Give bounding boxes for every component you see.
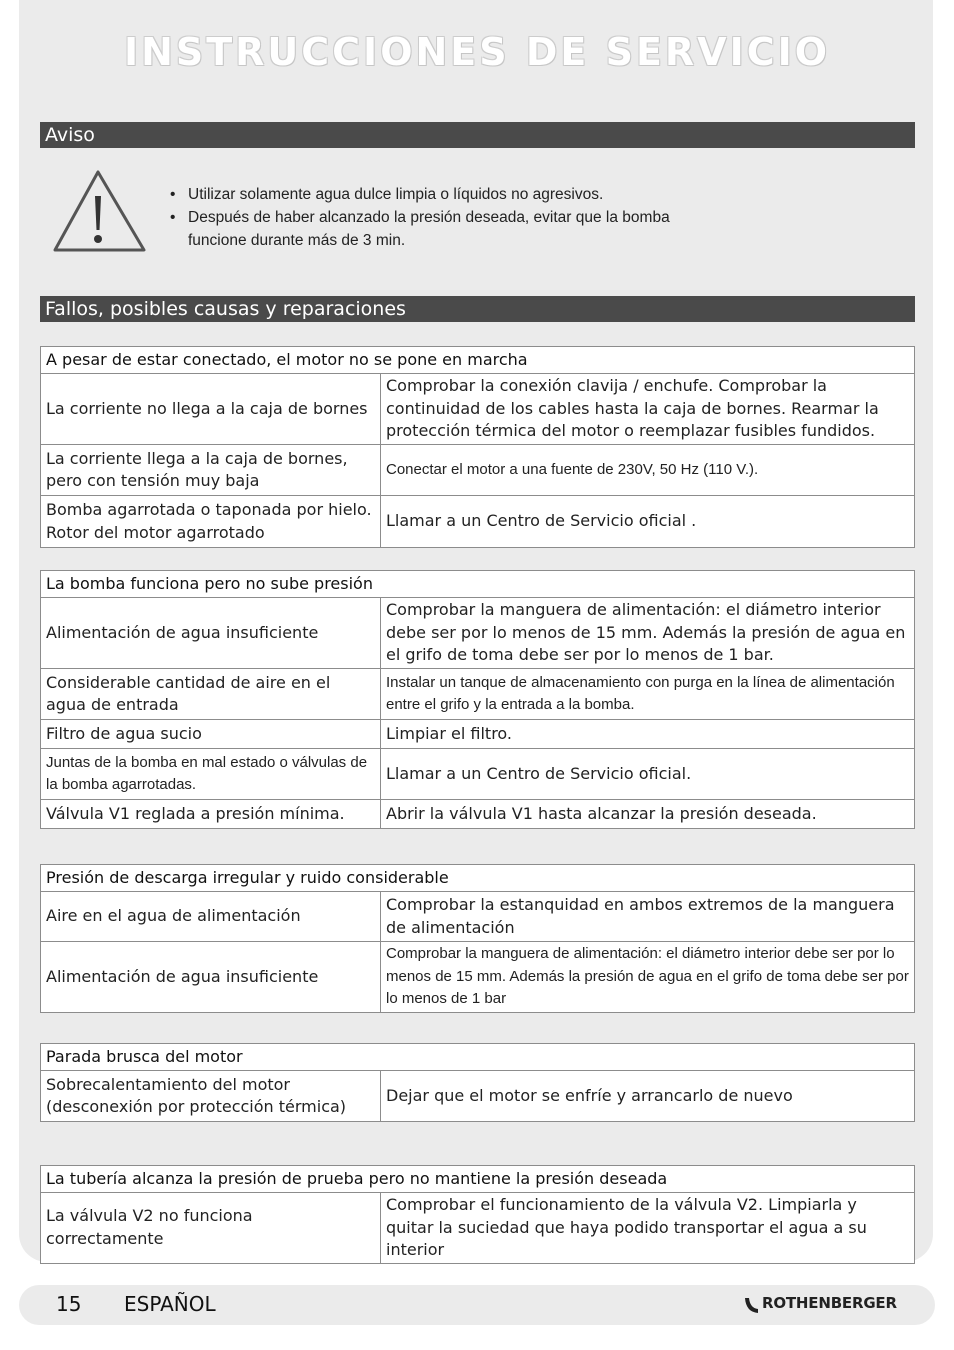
aviso-item-1: • Utilizar solamente agua dulce limpia o líquidos no agresivos. [168, 183, 728, 206]
table-row [41, 374, 915, 445]
cause-cell: Bomba agarrotada o taponada por hielo. Rotor del motor agarrotado [41, 496, 381, 548]
table-row [41, 800, 915, 829]
cause-cell: Filtro de agua sucio [41, 720, 381, 749]
table-header: A pesar de estar conectado, el motor no se pone en marcha [41, 347, 915, 374]
remedy-cell: Comprobar la manguera de alimentación: el diámetro interior debe ser por lo menos de 15 mm. Además la presión de agua en el grifo de toma debe ser por lo menos de 1 bar [381, 942, 915, 1013]
cause-cell: Válvula V1 reglada a presión mínima. [41, 800, 381, 829]
fault-table-motor-stop [40, 1043, 915, 1122]
cause-cell: Juntas de la bomba en mal estado o válvulas de la bomba agarrotadas. [41, 749, 381, 800]
table-row [41, 942, 915, 1013]
language-label: ESPAÑOL [124, 1292, 216, 1316]
table-row [41, 669, 915, 720]
cause-cell: Considerable cantidad de aire en el agua de entrada [41, 669, 381, 720]
remedy-cell: Abrir la válvula V1 hasta alcanzar la presión deseada. [381, 800, 915, 829]
table-row [41, 598, 915, 669]
remedy-cell: Instalar un tanque de almacenamiento con purga en la línea de alimentación entre el grifo y la entrada a la bomba. [381, 669, 915, 720]
fault-table-motor-no-start [40, 346, 915, 548]
fault-table-irregular-pressure [40, 864, 915, 1013]
table-header: La tubería alcanza la presión de prueba pero no mantiene la presión deseada [41, 1166, 915, 1193]
remedy-cell: Conectar el motor a una fuente de 230V, 50 Hz (110 V.). [381, 445, 915, 496]
table-row [41, 1071, 915, 1122]
aviso-item-2-continuation: funcione durante más de 3 min. [188, 232, 406, 249]
warning-triangle-icon [52, 168, 148, 254]
aviso-heading: Aviso [40, 122, 915, 148]
table-header: Presión de descarga irregular y ruido considerable [41, 865, 915, 892]
fault-table-no-pressure [40, 570, 915, 829]
remedy-cell: Limpiar el filtro. [381, 720, 915, 749]
table-header: Parada brusca del motor [41, 1044, 915, 1071]
cause-cell: Alimentación de agua insuficiente [41, 598, 381, 669]
cause-cell: Aire en el agua de alimentación [41, 892, 381, 942]
fallos-heading: Fallos, posibles causas y reparaciones [40, 296, 915, 322]
remedy-cell: Dejar que el motor se enfríe y arrancarlo de nuevo [381, 1071, 915, 1122]
aviso-item-2: • Después de haber alcanzado la presión deseada, evitar que la bomba [168, 206, 728, 229]
cause-cell: Sobrecalentamiento del motor (desconexión por protección térmica) [41, 1071, 381, 1122]
cause-cell: La válvula V2 no funciona correctamente [41, 1193, 381, 1264]
remedy-cell: Comprobar la conexión clavija / enchufe. Comprobar la continuidad de los cables hasta la caja de bornes. Rearmar la protección térmica del motor o reemplazar fusibles fundidos. [381, 374, 915, 445]
cause-cell: La corriente no llega a la caja de bornes [41, 374, 381, 445]
table-row [41, 1193, 915, 1264]
table-row [41, 749, 915, 800]
table-row [41, 892, 915, 942]
table-header: La bomba funciona pero no sube presión [41, 571, 915, 598]
page-title: INSTRUCCIONES DE SERVICIO [123, 30, 831, 74]
fault-table-pressure-not-held [40, 1165, 915, 1264]
remedy-cell: Llamar a un Centro de Servicio oficial. [381, 749, 915, 800]
remedy-cell: Comprobar la manguera de alimentación: el diámetro interior debe ser por lo menos de 15 mm. Además la presión de agua en el grifo de toma debe ser por lo menos de 1 bar. [381, 598, 915, 669]
table-row [41, 720, 915, 749]
table-row [41, 445, 915, 496]
remedy-cell: Comprobar el funcionamiento de la válvula V2. Limpiarla y quitar la suciedad que haya podido transportar el agua a su interior [381, 1193, 915, 1264]
remedy-cell: Llamar a un Centro de Servicio oficial . [381, 496, 915, 548]
page-number: 15 [56, 1292, 82, 1316]
table-row [41, 496, 915, 548]
cause-cell: Alimentación de agua insuficiente [41, 942, 381, 1013]
cause-cell: La corriente llega a la caja de bornes, pero con tensión muy baja [41, 445, 381, 496]
aviso-list [168, 183, 728, 252]
remedy-cell: Comprobar la estanquidad en ambos extremos de la manguera de alimentación [381, 892, 915, 942]
brand-logo-text: ROTHENBERGER [762, 1294, 897, 1312]
